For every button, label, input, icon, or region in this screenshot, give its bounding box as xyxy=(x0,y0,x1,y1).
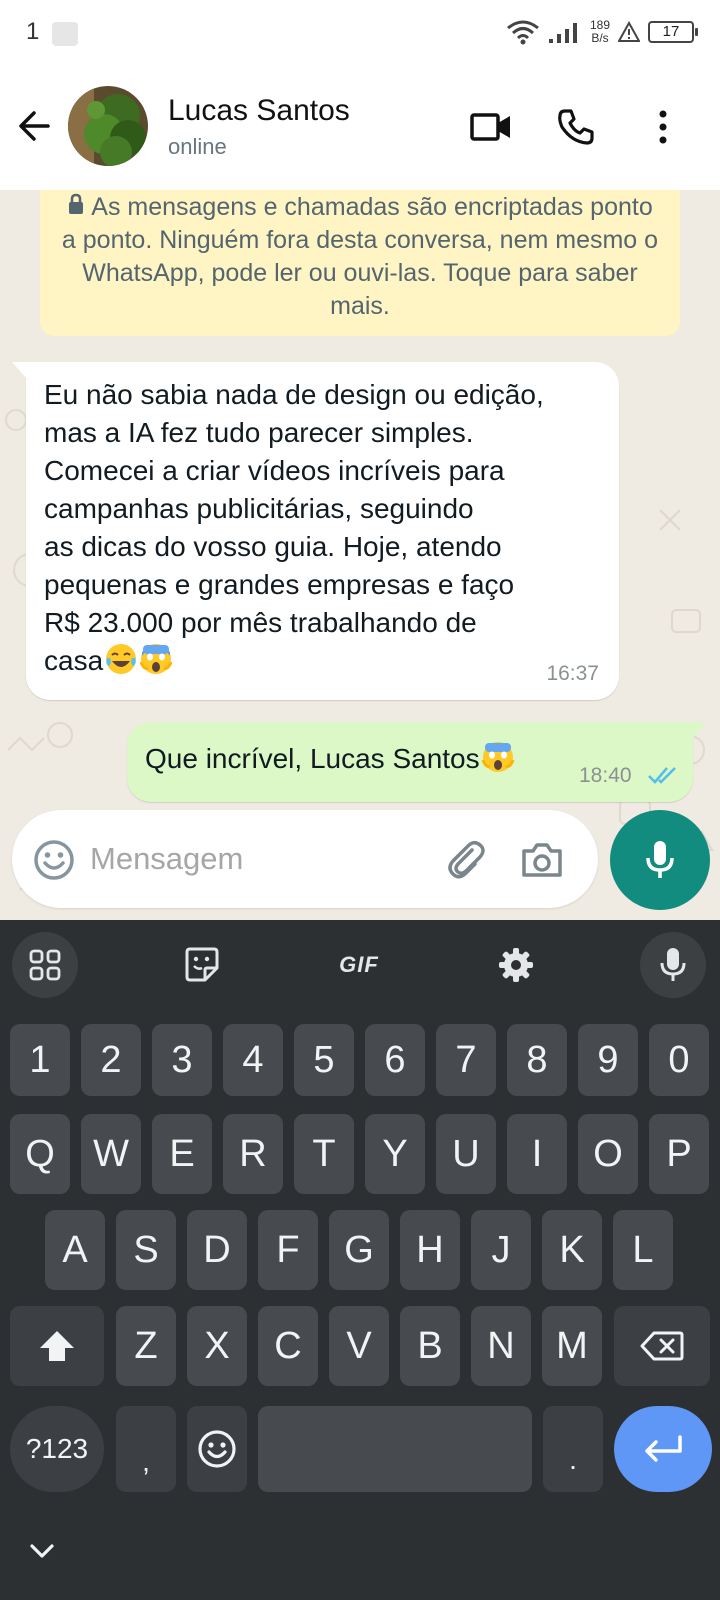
chat-header xyxy=(0,66,720,190)
key-b[interactable]: B xyxy=(400,1306,460,1386)
key-c[interactable]: C xyxy=(258,1306,318,1386)
lock-icon xyxy=(67,193,85,215)
key-4[interactable]: 4 xyxy=(223,1024,283,1096)
key-e[interactable]: E xyxy=(152,1114,212,1194)
message-input[interactable] xyxy=(90,836,420,882)
camera-icon[interactable] xyxy=(518,836,566,884)
comma-key[interactable]: , xyxy=(116,1406,176,1492)
shift-icon xyxy=(38,1329,76,1363)
network-speed xyxy=(590,19,610,45)
key-s[interactable]: S xyxy=(116,1210,176,1290)
emoji-picker-icon[interactable] xyxy=(32,838,76,882)
network-speed-unit: B/s xyxy=(591,31,609,45)
key-u[interactable]: U xyxy=(436,1114,496,1194)
grid-icon xyxy=(28,948,62,982)
kebab-menu-icon xyxy=(657,109,669,145)
phone-icon xyxy=(556,107,596,147)
encryption-notice-text: As mensagens e chamadas são encriptadas ponto a ponto. Ninguém fora desta conversa, nem mesmo o WhatsApp, pode ler ou ouvi-las. Toque para saber mais. xyxy=(61,193,659,320)
shift-key[interactable] xyxy=(10,1306,104,1386)
microphone-icon xyxy=(659,947,687,983)
message-text: Que incrível, Lucas Santos xyxy=(145,740,515,775)
enter-arrow-icon xyxy=(642,1434,684,1464)
gif-button[interactable] xyxy=(326,932,392,998)
gear-icon xyxy=(498,947,534,983)
key-d[interactable]: D xyxy=(187,1210,247,1290)
message-time: 16:37 xyxy=(546,662,599,685)
status-time: 1 xyxy=(26,18,40,45)
key-0[interactable]: 0 xyxy=(649,1024,709,1096)
key-6[interactable]: 6 xyxy=(365,1024,425,1096)
more-options-button[interactable] xyxy=(640,104,686,150)
gif-label: GIF xyxy=(339,952,379,977)
outgoing-message-bubble[interactable] xyxy=(127,722,693,802)
message-time: 18:40 xyxy=(579,764,632,787)
key-8[interactable]: 8 xyxy=(507,1024,567,1096)
battery-indicator: 17 xyxy=(648,21,694,43)
key-h[interactable]: H xyxy=(400,1210,460,1290)
voice-message-button[interactable] xyxy=(610,810,710,910)
key-1[interactable]: 1 xyxy=(10,1024,70,1096)
double-check-read-icon xyxy=(647,764,679,786)
video-camera-icon xyxy=(469,110,513,144)
message-composer xyxy=(12,810,598,908)
soft-keyboard xyxy=(0,920,720,1600)
key-o[interactable]: O xyxy=(578,1114,638,1194)
key-x[interactable]: X xyxy=(187,1306,247,1386)
key-m[interactable]: M xyxy=(542,1306,602,1386)
key-f[interactable]: F xyxy=(258,1210,318,1290)
incoming-message-bubble[interactable] xyxy=(26,362,619,700)
status-indicators xyxy=(506,14,694,50)
paperclip-icon[interactable] xyxy=(442,836,490,884)
video-call-button[interactable] xyxy=(468,104,514,150)
back-arrow-icon[interactable] xyxy=(14,106,54,146)
contact-avatar[interactable] xyxy=(68,86,148,166)
keyboard-voice-input-button[interactable] xyxy=(640,932,706,998)
message-text: Eu não sabia nada de design ou edição, mas a IA fez tudo parecer simples. Comecei a criar vídeos incríveis para campanhas publicitárias, seguindo as dicas do vosso guia. Hoje, atendo pequenas e grandes empresas e faço R$ 23.000 por mês trabalhando de casa xyxy=(44,379,544,676)
sticker-icon xyxy=(183,946,221,984)
key-p[interactable]: P xyxy=(649,1114,709,1194)
chat-area[interactable] xyxy=(0,190,720,920)
key-l[interactable]: L xyxy=(613,1210,673,1290)
key-3[interactable]: 3 xyxy=(152,1024,212,1096)
smiley-icon xyxy=(197,1429,237,1469)
keyboard-apps-button[interactable] xyxy=(12,932,78,998)
space-key[interactable] xyxy=(258,1406,532,1492)
symbols-key[interactable]: ?123 xyxy=(10,1406,104,1492)
voice-call-button[interactable] xyxy=(553,104,599,150)
key-r[interactable]: R xyxy=(223,1114,283,1194)
enter-key[interactable] xyxy=(614,1406,712,1492)
contact-name[interactable]: Lucas Santos xyxy=(168,94,350,127)
key-w[interactable]: W xyxy=(81,1114,141,1194)
key-n[interactable]: N xyxy=(471,1306,531,1386)
screaming-in-fear-emoji-icon xyxy=(481,740,515,774)
encryption-notice[interactable] xyxy=(40,190,680,336)
network-speed-value: 189 xyxy=(589,18,610,32)
key-q[interactable]: Q xyxy=(10,1114,70,1194)
keyboard-settings-button[interactable] xyxy=(483,932,549,998)
signal-icon xyxy=(548,19,582,45)
microphone-icon xyxy=(643,839,677,881)
screaming-in-fear-emoji-icon xyxy=(139,642,173,676)
contact-status: online xyxy=(168,134,227,159)
backspace-icon xyxy=(640,1330,684,1362)
emoji-key[interactable] xyxy=(187,1406,247,1492)
key-7[interactable]: 7 xyxy=(436,1024,496,1096)
key-j[interactable]: J xyxy=(471,1210,531,1290)
key-5[interactable]: 5 xyxy=(294,1024,354,1096)
key-y[interactable]: Y xyxy=(365,1114,425,1194)
laughing-crying-emoji-icon xyxy=(104,642,138,676)
wifi-icon xyxy=(506,19,540,45)
key-g[interactable]: G xyxy=(329,1210,389,1290)
keyboard-hide-chevron-icon[interactable] xyxy=(24,1536,60,1566)
key-a[interactable]: A xyxy=(45,1210,105,1290)
backspace-key[interactable] xyxy=(614,1306,710,1386)
key-k[interactable]: K xyxy=(542,1210,602,1290)
warning-icon xyxy=(618,21,640,43)
period-key[interactable]: . xyxy=(543,1406,603,1492)
avatar-photo xyxy=(68,86,148,166)
key-z[interactable]: Z xyxy=(116,1306,176,1386)
key-v[interactable]: V xyxy=(329,1306,389,1386)
sticker-button[interactable] xyxy=(169,932,235,998)
key-9[interactable]: 9 xyxy=(578,1024,638,1096)
key-t[interactable]: T xyxy=(294,1114,354,1194)
status-bar xyxy=(0,0,720,66)
key-2[interactable]: 2 xyxy=(81,1024,141,1096)
key-i[interactable]: I xyxy=(507,1114,567,1194)
status-redacted xyxy=(52,22,78,46)
